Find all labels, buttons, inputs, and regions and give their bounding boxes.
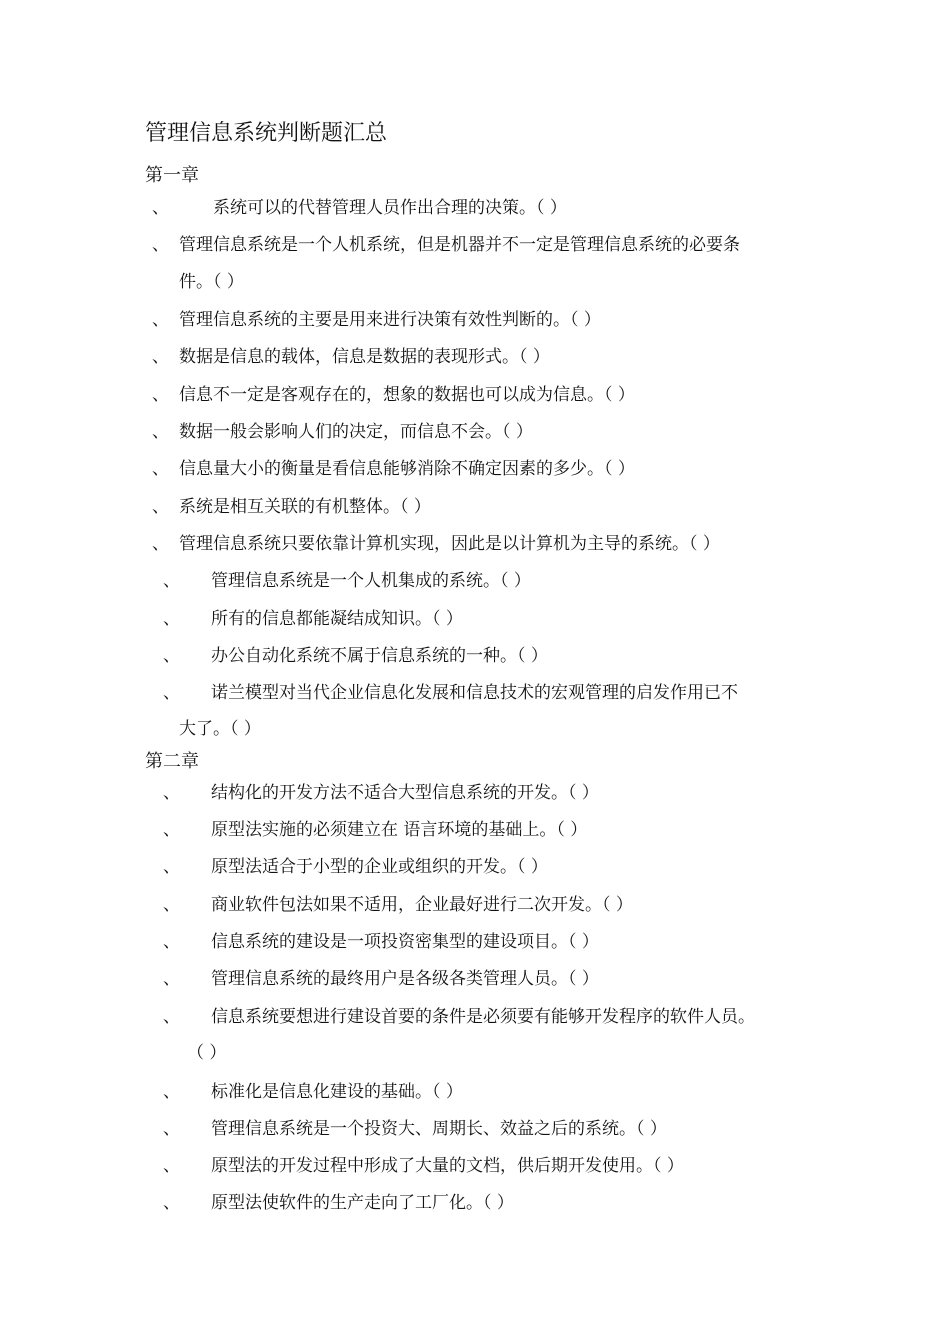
question-1-4: 数据是信息的载体，信息是数据的表现形式。（ ） [179,347,550,367]
item-marker: 、 [163,646,180,666]
item-marker: 、 [163,1007,180,1027]
item-marker: 、 [152,422,169,442]
item-marker: 、 [163,820,180,840]
question-1-2: 管理信息系统是一个人机系统，但是机器并不一定是管理信息系统的必要条 [179,235,740,255]
question-1-3: 管理信息系统的主要是用来进行决策有效性判断的。（ ） [179,310,601,330]
item-marker: 、 [152,497,169,517]
question-2-7-continued: （ ） [187,1043,227,1063]
question-1-13-continued: 大了。（ ） [179,719,261,739]
question-1-11: 所有的信息都能凝结成知识。（ ） [211,609,463,629]
item-marker: 、 [152,347,169,367]
question-1-7: 信息量大小的衡量是看信息能够消除不确定因素的多少。（ ） [179,459,635,479]
item-marker: 、 [163,1119,180,1139]
item-marker: 、 [163,609,180,629]
chapter-heading-2: 第二章 [145,751,199,772]
question-1-6: 数据一般会影响人们的决定，而信息不会。（ ） [179,422,533,442]
item-marker: 、 [152,235,169,255]
item-marker: 、 [152,198,169,218]
item-marker: 、 [163,783,180,803]
question-1-8: 系统是相互关联的有机整体。（ ） [179,497,431,517]
question-1-13: 诺兰模型对当代企业信息化发展和信息技术的宏观管理的启发作用已不 [211,683,738,703]
question-2-1: 结构化的开发方法不适合大型信息系统的开发。（ ） [211,783,599,803]
item-marker: 、 [152,534,169,554]
question-2-3: 原型法适合于小型的企业或组织的开发。（ ） [211,857,548,877]
item-marker: 、 [152,459,169,479]
question-1-12: 办公自动化系统不属于信息系统的一种。（ ） [211,646,548,666]
question-2-6: 管理信息系统的最终用户是各级各类管理人员。（ ） [211,969,599,989]
question-2-2: 原型法实施的必须建立在 语言环境的基础上。（ ） [211,820,588,840]
question-2-11: 原型法使软件的生产走向了工厂化。（ ） [211,1193,514,1213]
question-2-8: 标准化是信息化建设的基础。（ ） [211,1082,463,1102]
item-marker: 、 [163,932,180,952]
question-2-5: 信息系统的建设是一项投资密集型的建设项目。（ ） [211,932,599,952]
question-1-10: 管理信息系统是一个人机集成的系统。（ ） [211,571,531,591]
item-marker: 、 [152,385,169,405]
question-1-5: 信息不一定是客观存在的，想象的数据也可以成为信息。（ ） [179,385,635,405]
chapter-heading-1: 第一章 [145,165,199,186]
item-marker: 、 [163,1156,180,1176]
question-2-7: 信息系统要想进行建设首要的条件是必须要有能够开发程序的软件人员。 [211,1007,755,1027]
item-marker: 、 [163,895,180,915]
item-marker: 、 [163,1082,180,1102]
item-marker: 、 [163,683,180,703]
question-1-2-continued: 件。（ ） [179,272,244,292]
question-2-10: 原型法的开发过程中形成了大量的文档，供后期开发使用。（ ） [211,1156,684,1176]
item-marker: 、 [152,310,169,330]
item-marker: 、 [163,1193,180,1213]
question-2-4: 商业软件包法如果不适用，企业最好进行二次开发。（ ） [211,895,633,915]
question-1-9: 管理信息系统只要依靠计算机实现，因此是以计算机为主导的系统。（ ） [179,534,720,554]
document-title: 管理信息系统判断题汇总 [145,121,388,146]
question-1-1: 系统可以的代替管理人员作出合理的决策。（ ） [213,198,567,218]
item-marker: 、 [163,969,180,989]
item-marker: 、 [163,571,180,591]
item-marker: 、 [163,857,180,877]
question-2-9: 管理信息系统是一个投资大、周期长、效益之后的系统。（ ） [211,1119,667,1139]
